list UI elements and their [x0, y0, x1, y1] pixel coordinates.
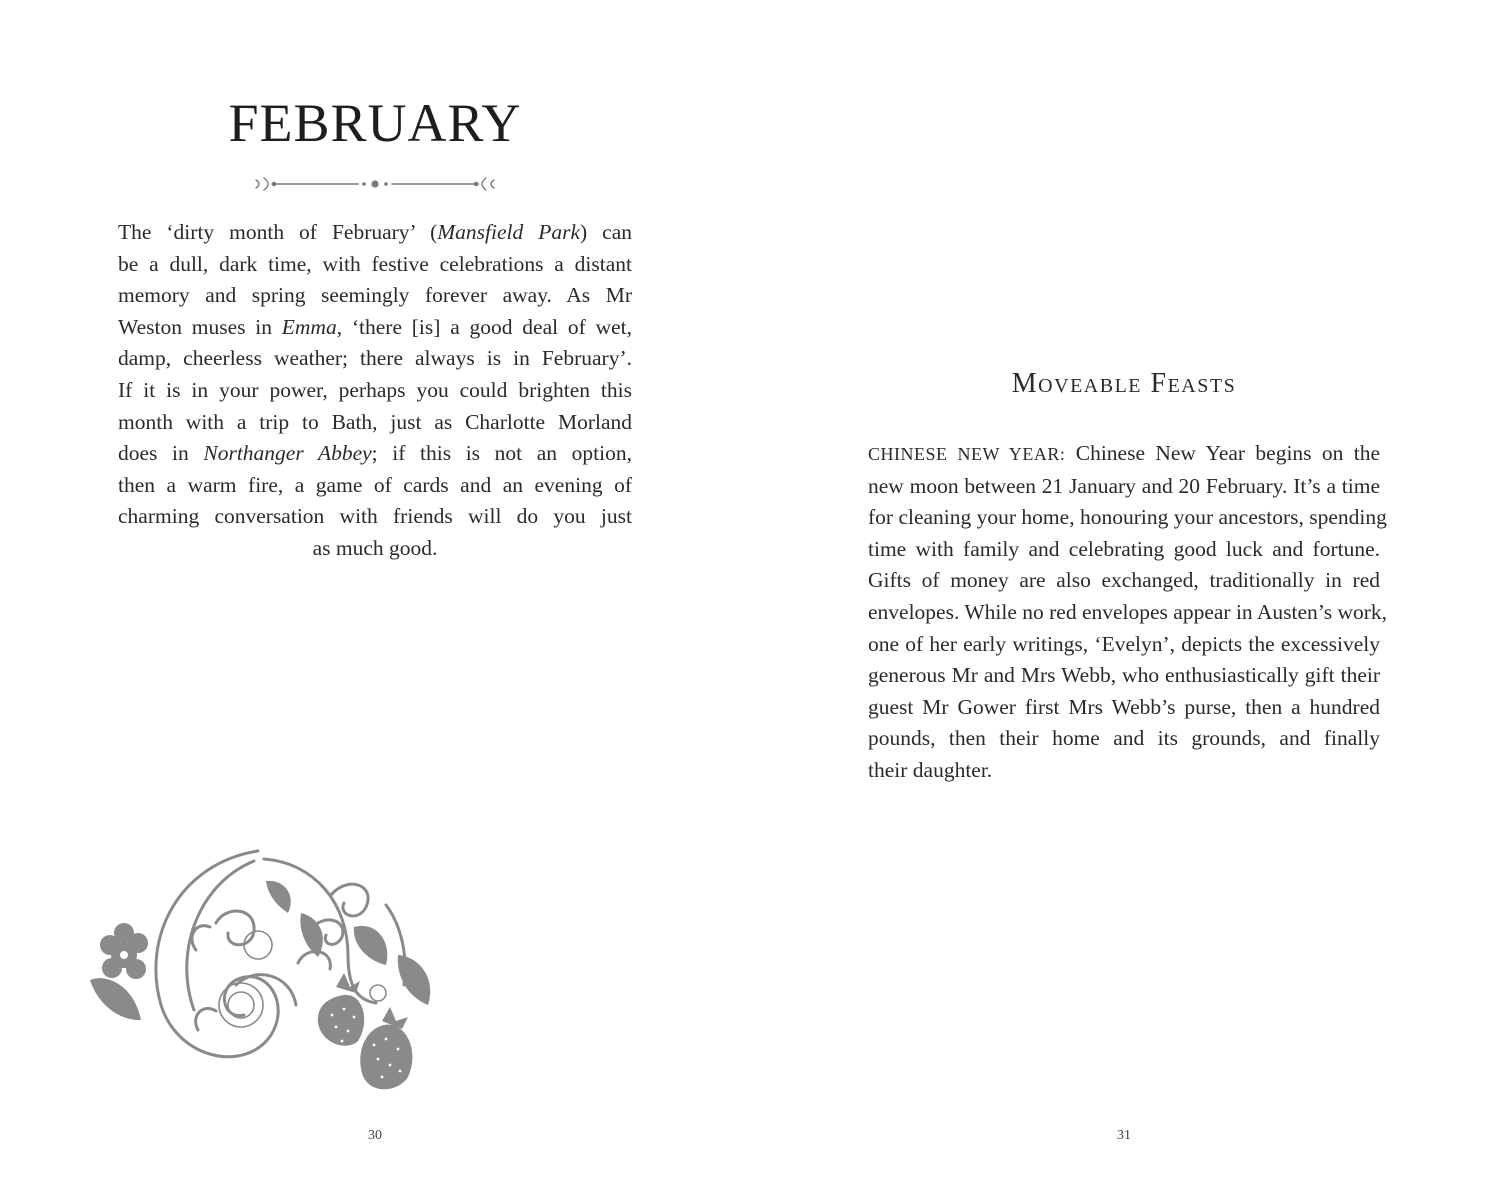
text-line: charming conversation with friends will do you just — [118, 504, 632, 529]
text-line: If it is in your power, perhaps you could brighten this — [118, 377, 632, 402]
book-title: Emma — [281, 314, 337, 339]
text-line: envelopes. While no red envelopes appear in Austen’s work, — [868, 599, 1388, 624]
text-line: be a dull, dark time, with festive celebrations a distant — [118, 251, 632, 276]
text-line: generous Mr and Mrs Webb, who enthusiastically gift their — [868, 663, 1380, 688]
page-number: 31 — [1117, 1128, 1131, 1143]
book-title: Northanger Abbey — [203, 441, 372, 466]
strawberry-flourish-ornament — [86, 845, 448, 1095]
text-line: month with a trip to Bath, just as Charlotte Morland — [118, 409, 632, 434]
text-line: pounds, then their home and its grounds, and finally — [868, 726, 1380, 751]
text-line: Gifts of money are also exchanged, traditionally in red — [868, 568, 1380, 593]
chinese-new-year-paragraph — [868, 438, 1388, 787]
section-heading: Moveable Feasts — [1011, 368, 1237, 399]
flourish-divider-icon — [250, 172, 500, 196]
text-line: time with family and celebrating good luck and fortune. — [868, 536, 1380, 561]
text-line: damp, cheerless weather; there always is in February’. — [118, 346, 632, 371]
text-line: for cleaning your home, honouring your ancestors, spending — [868, 505, 1387, 530]
text-line: Weston muses in Emma, ‘there [is] a good deal of wet, — [118, 314, 632, 339]
lead-in: CHINESE NEW YEAR: — [868, 444, 1066, 464]
text-line: CHINESE NEW YEAR: Chinese New Year begins on the — [868, 441, 1380, 465]
page-number: 30 — [368, 1128, 382, 1143]
february-paragraph — [118, 217, 632, 565]
month-title: FEBRUARY — [228, 93, 522, 153]
text-line: memory and spring seemingly forever away. As Mr — [118, 283, 632, 308]
text-line: as much good. — [312, 535, 438, 560]
text-line: The ‘dirty month of February’ (Mansfield Park) can — [118, 220, 632, 244]
text-line: then a warm fire, a game of cards and an evening of — [118, 472, 632, 497]
text-line: guest Mr Gower first Mrs Webb’s purse, then a hundred — [868, 694, 1380, 719]
text-line: one of her early writings, ‘Evelyn’, depicts the excessively — [868, 631, 1380, 656]
text-line: does in Northanger Abbey; if this is not an option, — [118, 441, 632, 466]
book-title: Mansfield Park — [437, 220, 581, 244]
text-line: new moon between 21 January and 20 February. It’s a time — [868, 473, 1380, 498]
text-line: their daughter. — [868, 757, 993, 782]
